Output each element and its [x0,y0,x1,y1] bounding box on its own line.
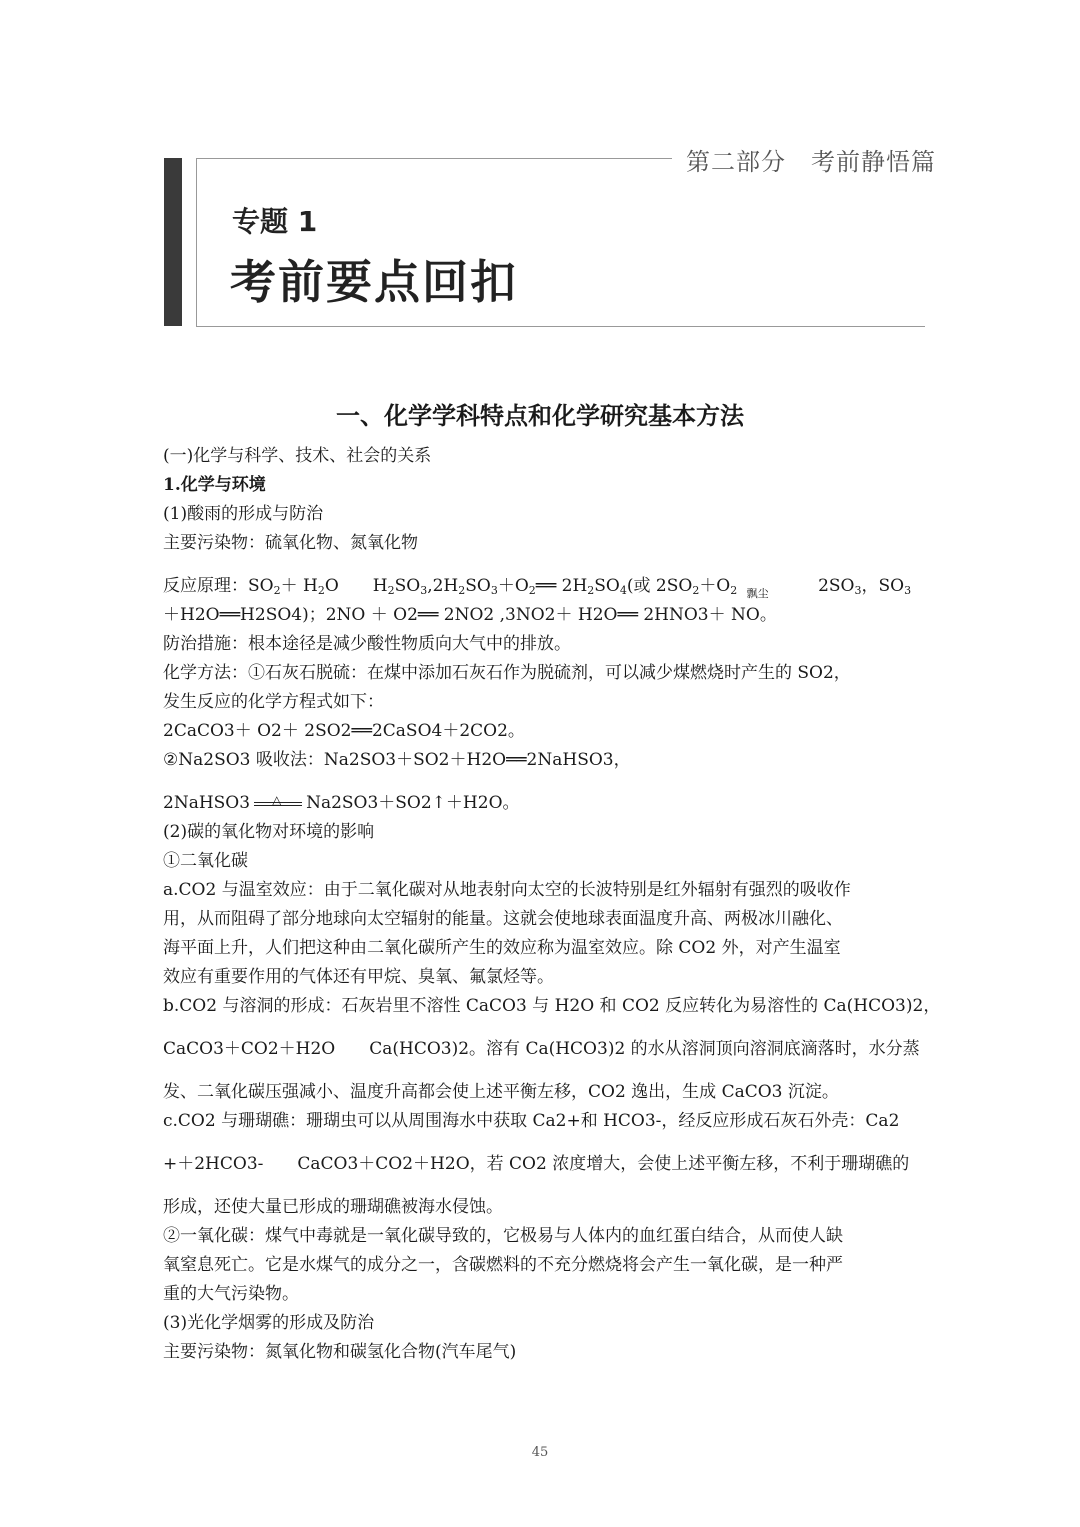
equation-line: 2NaHSO3 △ Na2SO3＋SO2↑＋H2O。 [163,792,520,813]
part-label: 第二部分 考前静悟篇 [686,148,936,176]
section-title: 一、化学学科特点和化学研究基本方法 [336,402,744,430]
equation-line: ②Na2SO3 吸收法：Na2SO3＋SO2＋H2O══2NaHSO3， [163,750,631,770]
header-top-rule [196,158,672,159]
equation-line: +＋2HCO3- CaCO3＋CO2＋H2O，若 CO2 浓度增大，会使上述平衡左移，不利于珊瑚礁的 [163,1154,910,1174]
page-number: 45 [531,1445,549,1460]
paragraph-line: 重的大气污染物。 [163,1284,299,1304]
body-text [163,442,941,1367]
topic-title: 考前要点回扣 [230,255,518,309]
header-accent-bar [164,158,182,326]
paragraph-line: 主要污染物：硫氧化物、氮氧化物 [163,533,418,553]
topic-number: 专题 1 [232,205,318,238]
paragraph-line: (1)酸雨的形成与防治 [163,504,324,524]
paragraph-line: 发、二氧化碳压强减小、温度升高都会使上述平衡左移，CO2 逸出，生成 CaCO3 沉淀。 [163,1082,839,1102]
paragraph-line: 化学方法：①石灰石脱硫：在煤中添加石灰石作为脱硫剂，可以减少煤燃烧时产生的 SO2， [163,663,851,683]
equation-line: CaCO3＋CO2＋H2O Ca(HCO3)2。溶有 Ca(HCO3)2 的水从溶洞顶向溶洞底滴落时，水分蒸 [163,1039,920,1059]
subsection-heading: (一)化学与科学、技术、社会的关系 [163,446,432,466]
paragraph-line: 防治措施：根本途径是减少酸性物质向大气中的排放。 [163,634,571,654]
paragraph-line: ②一氧化碳：煤气中毒就是一氧化碳导致的，它极易与人体内的血红蛋白结合，从而使人缺 [163,1226,843,1246]
paragraph-line: c.CO2 与珊瑚礁：珊瑚虫可以从周围海水中获取 Ca2+和 HCO3-，经反应形成石灰石外壳：Ca2 [163,1111,900,1131]
paragraph-line: ①二氧化碳 [163,851,248,871]
paragraph-line: 海平面上升，人们把这种由二氧化碳所产生的效应称为温室效应。除 CO2 外，对产生温室 [163,938,841,958]
heat-equals-sign: △ [254,802,302,806]
paragraph-line: 主要污染物：氮氧化物和碳氢化合物(汽车尾气) [163,1342,517,1362]
paragraph-line: (3)光化学烟雾的形成及防治 [163,1313,375,1333]
paragraph-line: 形成，还使大量已形成的珊瑚礁被海水侵蚀。 [163,1197,503,1217]
paragraph-line: a.CO2 与温室效应：由于二氧化碳对从地表射向太空的长波特别是红外辐射有强烈的吸收作 [163,880,851,900]
equation-line: ＋H2O══H2SO4)；2NO ＋ O2══ 2NO2 ,3NO2＋ H2O══ 2HNO3＋ NO。 [163,605,777,625]
paragraph-line: 用，从而阻碍了部分地球向太空辐射的能量。这就会使地球表面温度升高、两极冰川融化、 [163,909,843,929]
topic-heading: 1.化学与环境 [163,475,266,495]
paragraph-line: b.CO2 与溶洞的形成：石灰岩里不溶性 CaCO3 与 H2O 和 CO2 反应转化为易溶性的 Ca(HCO3)2， [163,996,941,1016]
paragraph-line: 氧窒息死亡。它是水煤气的成分之一，含碳燃料的不充分燃烧将会产生一氧化碳，是一种严 [163,1255,843,1275]
equation-line: 2CaCO3＋ O2＋ 2SO2══2CaSO4＋2CO2。 [163,721,525,741]
paragraph-line: 发生反应的化学方程式如下： [163,692,384,712]
equation-line: 反应原理：$SO_2+ H_2O$ $H_2SO_3,2H_2SO_3+O_2══$ $2H_2SO_4$(或 $2SO_2+O_2$ 飘尘 $2SO_3$，$SO_3$ [163,576,912,600]
paragraph-line: 效应有重要作用的气体还有甲烷、臭氧、氟氯烃等。 [163,967,554,987]
paragraph-line: (2)碳的氧化物对环境的影响 [163,822,375,842]
